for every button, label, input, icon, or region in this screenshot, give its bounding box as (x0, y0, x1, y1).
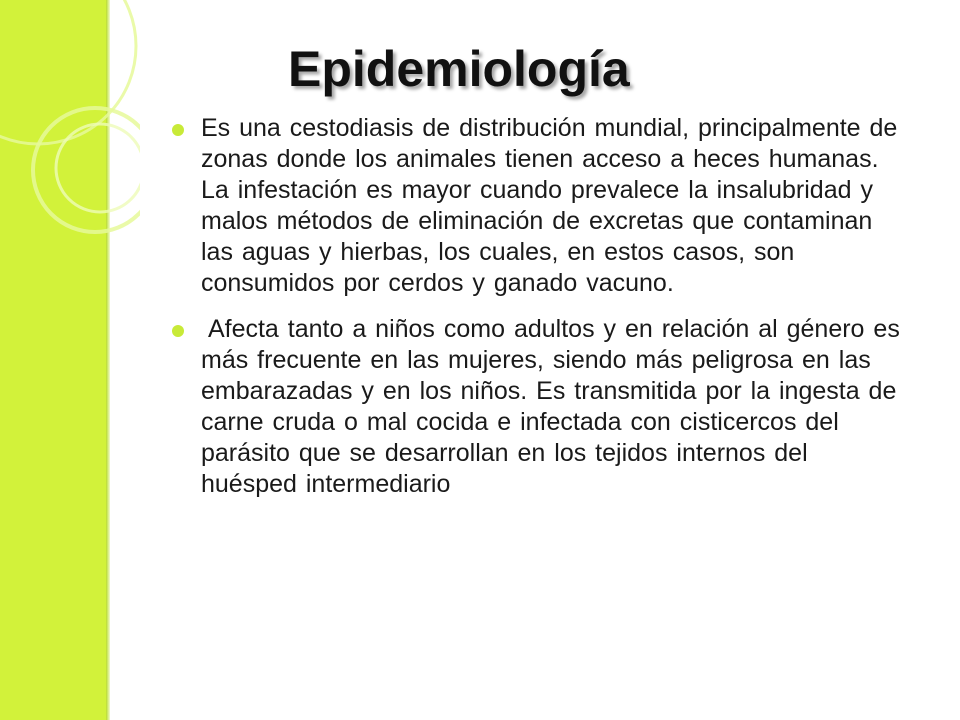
bullet-item (172, 113, 912, 299)
side-band-edge (106, 0, 110, 720)
bullet-dot-icon (172, 124, 184, 136)
bullet-dot-icon (172, 325, 184, 337)
bullet-text: Es una cestodiasis de distribución mundial, principalmente de zonas donde los animales tienen acceso a heces humanas. La infestación es mayor cuando prevalece la insalubridad y malos métodos de eliminación de excretas que contaminan las aguas y hierbas, los cuales, en estos casos, son consumidos por cerdos y ganado vacuno. (201, 114, 898, 297)
bullet-text: Afecta tanto a niños como adultos y en relación al género es más frecuente en las mujeres, siendo más peligrosa en las embarazadas y en los niños. Es transmitida por la ingesta de carne cruda o mal cocida e infectada con cisticercos del parásito que se desarrollan en los tejidos internos del huésped intermediario (201, 315, 909, 498)
slide-title: Epidemiología (288, 41, 630, 97)
side-accent-band (0, 0, 106, 720)
bullet-item (172, 314, 912, 500)
bullet-list (172, 113, 912, 500)
